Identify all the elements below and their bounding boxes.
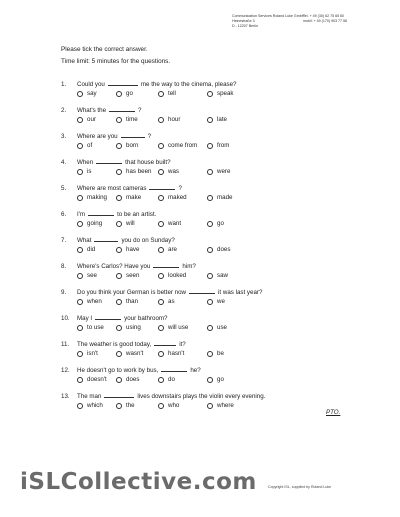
answer-option[interactable] (207, 115, 227, 124)
answer-option[interactable] (158, 141, 197, 150)
radio-circle-icon[interactable] (158, 195, 164, 201)
answer-blank (88, 210, 114, 216)
answer-option-label: come from (168, 142, 198, 149)
radio-circle-icon[interactable] (116, 273, 122, 279)
answer-blank (108, 80, 138, 86)
question-text (61, 340, 361, 349)
question-text (61, 366, 361, 375)
answer-option-label: isn't (87, 350, 98, 357)
radio-circle-icon[interactable] (207, 299, 213, 305)
answer-option[interactable] (77, 375, 107, 384)
answer-option[interactable] (77, 89, 97, 98)
question-text (61, 184, 361, 193)
answer-option[interactable] (158, 271, 186, 280)
radio-circle-icon[interactable] (77, 117, 83, 123)
question-text (61, 106, 361, 115)
answer-options (77, 115, 361, 124)
answer-blank (95, 314, 121, 320)
question-text-after: me the way to the cinema, please? (140, 81, 237, 88)
answer-option[interactable] (158, 219, 181, 228)
question-number: 12. (61, 367, 70, 374)
question-text (61, 262, 361, 271)
radio-circle-icon[interactable] (158, 325, 164, 331)
answer-options (77, 349, 361, 358)
answer-option[interactable] (77, 401, 103, 410)
radio-circle-icon[interactable] (77, 143, 83, 149)
company-name: Communication Services Roland Luke GmbH (232, 14, 305, 18)
answer-option-label: be (217, 350, 224, 357)
answer-option[interactable] (158, 115, 180, 124)
question-text-after: ? (138, 107, 142, 114)
answer-option[interactable] (77, 245, 95, 254)
site-logo: iSLCollective.com (20, 469, 257, 495)
radio-circle-icon[interactable] (116, 91, 122, 97)
answer-option[interactable] (116, 219, 135, 228)
radio-circle-icon[interactable] (207, 195, 213, 201)
answer-option-label: use (217, 324, 227, 331)
answer-option[interactable] (207, 141, 229, 150)
question-item (61, 132, 361, 158)
answer-options (77, 297, 361, 306)
answer-option-label: want (168, 220, 182, 227)
question-text-after: it was last year? (218, 289, 263, 296)
answer-option[interactable] (207, 323, 227, 332)
answer-option[interactable] (116, 271, 139, 280)
question-text-before: Do you think your German is better now (77, 289, 187, 296)
answer-option-label: which (87, 402, 103, 409)
answer-option-label: is (87, 168, 92, 175)
question-text (61, 314, 361, 323)
answer-option[interactable] (158, 297, 175, 306)
answer-option[interactable] (116, 141, 138, 150)
answer-option[interactable] (77, 297, 102, 306)
radio-circle-icon[interactable] (77, 169, 83, 175)
answer-option[interactable] (116, 375, 139, 384)
radio-circle-icon[interactable] (207, 221, 213, 227)
answer-option[interactable] (116, 323, 141, 332)
radio-circle-icon[interactable] (77, 221, 83, 227)
answer-blank (153, 262, 179, 268)
answer-option-label: say (87, 90, 97, 97)
answer-option[interactable] (207, 219, 224, 228)
answer-option-label: late (217, 116, 227, 123)
question-text-after: you do on Sunday? (121, 237, 175, 244)
radio-circle-icon[interactable] (158, 117, 164, 123)
question-text-after: that house built? (125, 159, 171, 166)
question-text-after: ? (147, 133, 152, 140)
answer-blank (96, 158, 122, 164)
answer-option-label: go (217, 220, 224, 227)
answer-option[interactable] (158, 323, 188, 332)
question-text-before: When (77, 159, 94, 166)
question-text-after: him? (182, 263, 196, 270)
answer-option-label: hour (168, 116, 181, 123)
answer-option-label: was (168, 168, 180, 175)
question-text-after: it? (179, 341, 186, 348)
radio-circle-icon[interactable] (116, 117, 122, 123)
question-number: 4. (61, 159, 67, 166)
answer-option-label: tell (168, 90, 176, 97)
question-text (61, 210, 361, 219)
answer-blank (109, 106, 135, 112)
company-header (232, 14, 347, 30)
question-item (61, 80, 361, 106)
company-city: D - 12207 Berlin (232, 24, 258, 29)
radio-circle-icon[interactable] (158, 377, 164, 383)
question-item (61, 184, 361, 210)
answer-option[interactable] (77, 323, 104, 332)
radio-circle-icon[interactable] (207, 143, 213, 149)
question-text-before: Where are you (77, 133, 118, 140)
answer-option-label: to use (87, 324, 104, 331)
answer-option-label: do (168, 376, 175, 383)
answer-option-label: of (87, 142, 93, 149)
answer-option-label: born (126, 142, 139, 149)
question-item (61, 236, 361, 262)
radio-circle-icon[interactable] (158, 169, 164, 175)
question-number: 5. (61, 185, 67, 192)
radio-circle-icon[interactable] (158, 351, 164, 357)
radio-circle-icon[interactable] (207, 273, 213, 279)
answer-option[interactable] (158, 375, 175, 384)
radio-circle-icon[interactable] (77, 403, 83, 409)
answer-option[interactable] (116, 89, 133, 98)
radio-circle-icon[interactable] (207, 169, 213, 175)
answer-options (77, 375, 361, 384)
answer-option[interactable] (77, 271, 97, 280)
question-item (61, 106, 361, 132)
radio-circle-icon[interactable] (116, 403, 122, 409)
radio-circle-icon[interactable] (158, 299, 164, 305)
radio-circle-icon[interactable] (77, 377, 83, 383)
answer-options (77, 219, 361, 228)
radio-circle-icon[interactable] (207, 247, 213, 253)
question-text-after: lives downstairs plays the violin every evening. (137, 393, 266, 400)
question-text-after: he? (190, 367, 201, 374)
company-mobile: mobil: + 49 (170) 903 77 56 (303, 19, 348, 24)
radio-circle-icon[interactable] (207, 325, 213, 331)
answer-option-label: saw (217, 272, 229, 279)
answer-option-label: are (168, 246, 177, 253)
answer-option-label: seen (126, 272, 140, 279)
answer-option-label: made (217, 194, 233, 201)
radio-circle-icon[interactable] (77, 195, 83, 201)
question-text (61, 392, 361, 401)
radio-circle-icon[interactable] (116, 169, 122, 175)
radio-circle-icon[interactable] (116, 325, 122, 331)
answer-option-label: making (87, 194, 107, 201)
answer-option[interactable] (158, 89, 176, 98)
answer-blank (121, 132, 145, 138)
answer-option-label: our (87, 116, 96, 123)
radio-circle-icon[interactable] (207, 403, 213, 409)
answer-option-label: doesn't (87, 376, 107, 383)
answer-option-label: from (217, 142, 230, 149)
question-item (61, 366, 361, 392)
answer-option-label: go (217, 376, 224, 383)
question-item (61, 158, 361, 184)
question-number: 1. (61, 81, 67, 88)
answer-options (77, 193, 361, 202)
question-item (61, 262, 361, 288)
radio-circle-icon[interactable] (116, 143, 122, 149)
answer-options (77, 245, 361, 254)
answer-option[interactable] (158, 349, 184, 358)
answer-option-label: looked (168, 272, 187, 279)
answer-options (77, 401, 361, 410)
question-number: 13. (61, 393, 70, 400)
answer-option[interactable] (207, 297, 225, 306)
answer-option[interactable] (158, 245, 177, 254)
answer-option[interactable] (116, 297, 138, 306)
answer-blank (94, 236, 118, 242)
question-number: 3. (61, 133, 67, 140)
answer-option-label: hasn't (168, 350, 185, 357)
answer-option-label: time (126, 116, 138, 123)
question-text-before: The man (77, 393, 102, 400)
answer-option[interactable] (77, 115, 96, 124)
answer-option-label: than (126, 298, 139, 305)
answer-option-label: speak (217, 90, 234, 97)
answer-option[interactable] (207, 349, 224, 358)
radio-circle-icon[interactable] (116, 351, 122, 357)
pto-note: PTO. (326, 409, 341, 416)
question-text (61, 158, 361, 167)
answer-option-label: wasn't (126, 350, 144, 357)
answer-option[interactable] (77, 349, 98, 358)
question-item (61, 288, 361, 314)
answer-option-label: where (217, 402, 234, 409)
question-text-before: The weather is good today, (77, 341, 152, 348)
answer-option[interactable] (207, 401, 234, 410)
radio-circle-icon[interactable] (158, 247, 164, 253)
question-item (61, 392, 361, 418)
answer-option-label: who (168, 402, 180, 409)
answer-option-label: will use (168, 324, 189, 331)
answer-option[interactable] (207, 89, 234, 98)
instruction-time-limit: Time limit: 5 minutes for the questions. (61, 58, 171, 65)
question-item (61, 340, 361, 366)
radio-circle-icon[interactable] (158, 403, 164, 409)
answer-option-label: going (87, 220, 103, 227)
copyright-note: Copyright ISL, supplied by Roland Luke (268, 485, 332, 489)
question-item (61, 314, 361, 340)
question-text-after: to be an artist. (117, 211, 157, 218)
radio-circle-icon[interactable] (207, 117, 213, 123)
answer-option[interactable] (116, 115, 138, 124)
question-number: 6. (61, 211, 67, 218)
answer-options (77, 141, 361, 150)
radio-circle-icon[interactable] (158, 221, 164, 227)
radio-circle-icon[interactable] (207, 91, 213, 97)
question-text (61, 132, 361, 141)
radio-circle-icon[interactable] (77, 273, 83, 279)
answer-blank (189, 288, 215, 294)
answer-option[interactable] (116, 245, 139, 254)
radio-circle-icon[interactable] (77, 299, 83, 305)
radio-circle-icon[interactable] (77, 325, 83, 331)
answer-option[interactable] (77, 219, 102, 228)
radio-circle-icon[interactable] (77, 91, 83, 97)
answer-blank (154, 340, 176, 346)
question-text-before: May I (77, 315, 93, 322)
answer-option-label: maked (168, 194, 187, 201)
question-number: 9. (61, 289, 67, 296)
radio-circle-icon[interactable] (207, 351, 213, 357)
answer-option[interactable] (207, 193, 232, 202)
question-item (61, 210, 361, 236)
instruction-tick: Please tick the correct answer. (61, 46, 148, 53)
question-number: 2. (61, 107, 67, 114)
company-phone: Tel. + 49 (30) 62 75 65 60 (303, 14, 345, 18)
answer-option-label: the (126, 402, 135, 409)
answer-option[interactable] (158, 167, 179, 176)
answer-option-label: have (126, 246, 140, 253)
question-text-after: ? (178, 185, 182, 192)
question-number: 10. (61, 315, 70, 322)
radio-circle-icon[interactable] (77, 247, 83, 253)
answer-option-label: were (217, 168, 231, 175)
question-text-before: He doesn't go to work by bus, (77, 367, 159, 374)
answer-blank (161, 366, 187, 372)
answer-option[interactable] (207, 375, 224, 384)
answer-option[interactable] (116, 167, 151, 176)
answer-blank (149, 184, 175, 190)
answer-options (77, 271, 361, 280)
question-text-before: I'm (77, 211, 86, 218)
question-text (61, 236, 361, 245)
question-text-before: Where are most cameras (77, 185, 147, 192)
question-list (61, 80, 361, 418)
radio-circle-icon[interactable] (116, 247, 122, 253)
answer-options (77, 89, 361, 98)
answer-option-label: using (126, 324, 141, 331)
question-text-before: What (77, 237, 92, 244)
answer-option-label: we (217, 298, 225, 305)
radio-circle-icon[interactable] (116, 195, 122, 201)
answer-option-label: has been (126, 168, 152, 175)
answer-option[interactable] (158, 193, 187, 202)
answer-blank (104, 392, 134, 398)
answer-option[interactable] (116, 401, 135, 410)
radio-circle-icon[interactable] (77, 351, 83, 357)
answer-option-label: when (87, 298, 102, 305)
radio-circle-icon[interactable] (158, 91, 164, 97)
answer-option-label: will (126, 220, 135, 227)
radio-circle-icon[interactable] (158, 273, 164, 279)
answer-option-label: see (87, 272, 97, 279)
question-text-after: your bathroom? (124, 315, 168, 322)
question-number: 7. (61, 237, 67, 244)
radio-circle-icon[interactable] (207, 377, 213, 383)
answer-option[interactable] (77, 141, 92, 150)
question-text (61, 288, 361, 297)
answer-option-label: did (87, 246, 96, 253)
answer-option-label: go (126, 90, 133, 97)
radio-circle-icon[interactable] (158, 143, 164, 149)
question-text-before: What's the (77, 107, 107, 114)
answer-option[interactable] (207, 167, 230, 176)
question-number: 8. (61, 263, 67, 270)
radio-circle-icon[interactable] (116, 377, 122, 383)
question-text (61, 80, 361, 89)
answer-option[interactable] (77, 167, 91, 176)
answer-option-label: does (217, 246, 231, 253)
answer-option-label: does (126, 376, 140, 383)
answer-option[interactable] (116, 193, 141, 202)
question-text-before: Where's Carlos? Have you (77, 263, 151, 270)
answer-option[interactable] (116, 349, 143, 358)
answer-option[interactable] (207, 271, 228, 280)
radio-circle-icon[interactable] (116, 299, 122, 305)
answer-option[interactable] (158, 401, 179, 410)
question-number: 11. (61, 341, 70, 348)
answer-option-label: as (168, 298, 175, 305)
question-text-before: Could you (77, 81, 105, 88)
answer-option[interactable] (77, 193, 107, 202)
answer-option[interactable] (207, 245, 230, 254)
answer-option-label: make (126, 194, 142, 201)
company-street: Heinestraße 3 (232, 19, 255, 24)
radio-circle-icon[interactable] (116, 221, 122, 227)
answer-options (77, 323, 361, 332)
answer-options (77, 167, 361, 176)
